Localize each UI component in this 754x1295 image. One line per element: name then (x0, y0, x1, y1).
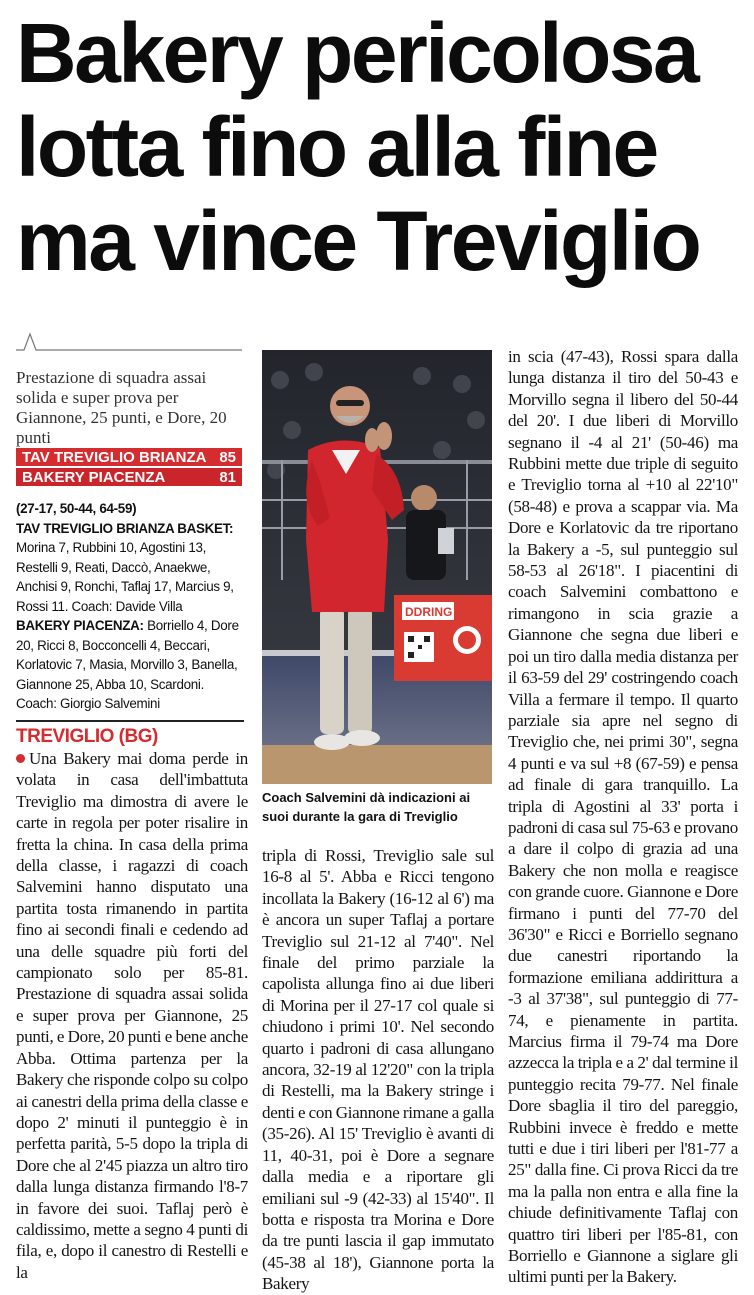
article-text-2: tripla di Rossi, Treviglio sale sul 16-8 al 5'. Abba e Ricci tengono incollata la Bakery (16-12 al 6') ma è ancora un super Taflaj a portare Treviglio sul 21-12 al 7'40". Nel finale del primo parziale la capolista allunga fino ai due liberi di Morina per il 27-17 col quale si chiudono i primi 10'. Nel secondo quarto i padroni di casa allungano ancora, 32-19 al 12'20" con la tripla di Restelli, ma la Bakery stringe i denti e con Giannone rimane a galla (35-26). Al 15' Treviglio è avanti di 11, 40-31, poi è Dore a segnare dalla media e a riportare gli emiliani sul -9 (42-33) al 15'40". Il botta e risposta tra Morina e Dore da tre punti lascia il gap immutato (45-38 al 18'), Giannone porta la Bakery (262, 846, 494, 1294)
article-column-1 (16, 748, 248, 1283)
home-score: 85 (219, 448, 236, 466)
sponsor-text: DDRING (405, 605, 453, 619)
away-roster-label: BAKERY PIACENZA: (16, 618, 144, 633)
article-text-1: Una Bakery mai doma perde in volata in casa dell'imbattuta Treviglio ma dimostra di avere le carte in regola per poter risalire in fretta la china. In casa della prima della classe, i ragazzi di coach Salvemini hanno disputato una partita tosta rimanendo in partita fino ai secondi finali e cedendo ad una delle squadre più forti del campionato solo per 85-81. Prestazione di squadra assai solida e super prova per Giannone, 25 punti, e Dore, 20 punti e bene anche Abba. Ottima partenza per la Bakery che risponde colpo su colpo ai canestri della prima della classe e dopo 2' minuti il punteggio è in perfetta parità, 5-5 dopo la tripla di Dore che al 2'45 piazza un altro tiro dalla lunga distanza firmando l'8-7 in favore dei suoi. Taflaj però è caldissimo, mette a segno 4 punti di fila, e, dopo il canestro di Restelli e la (16, 749, 248, 1282)
away-team: BAKERY PIACENZA (22, 468, 166, 486)
photo-coach-salvemini (262, 350, 492, 784)
photo-illustration (262, 350, 492, 784)
dateline: TREVIGLIO (BG) (16, 720, 244, 748)
article-column-3 (508, 346, 738, 1288)
bullet-icon (16, 754, 25, 763)
headline-line-1: Bakery pericolosa (16, 6, 698, 100)
partials: (27-17, 50-44, 64-59) (16, 501, 137, 516)
scoreboard (16, 448, 242, 488)
box-score (16, 499, 244, 714)
article-text-3: in scia (47-43), Rossi spara dalla lunga distanza il tiro del 50-43 e Morvillo segna il libero del 50-44 del 20'. I due liberi di Morvillo segnano il -4 al 21' (50-46) ma Rubbini mette due triple di seguito e Treviglio torna al +10 al 22'10" (58-48) e prova a scappar via. Ma Dore e Korlatovic da tre riportano la Bakery a -5, sul punteggio sul 58-53 al 26'18". I piacentini di coach Salvemini combattono e rimangono in scia grazie a Giannone che segna due liberi e poi un tiro dalla media distanza per il 63-59 del 29' costringendo coach Villa a fermare il tempo. Il quarto parziale sia apre nel segno di Treviglio che, nei primi 30", segna 4 punti e va sul +8 (67-59) e pensa ad finale di gara tranquillo. La tripla di Agostini al 33' porta i padroni di casa sul 75-63 e provano a dare il colpo di grazia ad una Bakery che non molla e reagisce con grande cuore. Giannone e Dore firmano i punti del 77-70 del 36'30" e Ricci e Borriello segnano due canestri riportando la formazione emiliana addirittura a -3 al 37'38", sul punteggio di 77-74, e pienamente in partita. Marcius firma il 79-74 ma Dore azzecca la tripla e a 2' dal termine il punteggio recita 79-77. Nel finale Dore sbaglia il tiro del pareggio, Rubbini invece è freddo e mette tutti e due i tiri liberi per l'81-77 a 25" dalla fine. Ci prova Ricci da tre ma la palla non entra e alla fine la chiude definitivamente Taflaj con quattro tiri liberi per l'85-81, con Borriello e Giannone a siglare gli ultimi punti per la Bakery. (508, 347, 738, 1287)
subhead: Prestazione di squadra assai solida e super prova per Giannone, 25 punti, e Dore, 20 punti (16, 368, 227, 447)
headline (16, 6, 746, 288)
score-row-home (16, 448, 242, 466)
headline-line-3: ma vince Treviglio (16, 194, 700, 288)
home-roster: Morina 7, Rubbini 10, Agostini 13, Restelli 9, Reati, Daccò, Anaekwe, Anchisi 9, Ronchi, Taflaj 17, Marcius 9, Rossi 11. Coach: Davide Villa (16, 540, 234, 614)
home-team: TAV TREVIGLIO BRIANZA (22, 448, 207, 466)
away-score: 81 (219, 468, 236, 486)
section-divider (16, 328, 242, 352)
article-column-2 (262, 845, 494, 1295)
photo-caption: Coach Salvemini dà indicazioni ai suoi durante la gara di Treviglio (262, 790, 471, 824)
headline-line-2: lotta fino alla fine (16, 100, 657, 194)
sponsor-panel (394, 595, 492, 681)
score-row-away (16, 468, 242, 486)
home-roster-label: TAV TREVIGLIO BRIANZA BASKET: (16, 520, 234, 536)
away-roster: Borriello 4, Dore 20, Ricci 8, Bocconcelli 4, Beccari, Korlatovic 7, Masia, Morvillo 3, Banella, Giannone 25, Abba 10, Scardoni. Coach: Giorgio Salvemini (16, 618, 239, 711)
